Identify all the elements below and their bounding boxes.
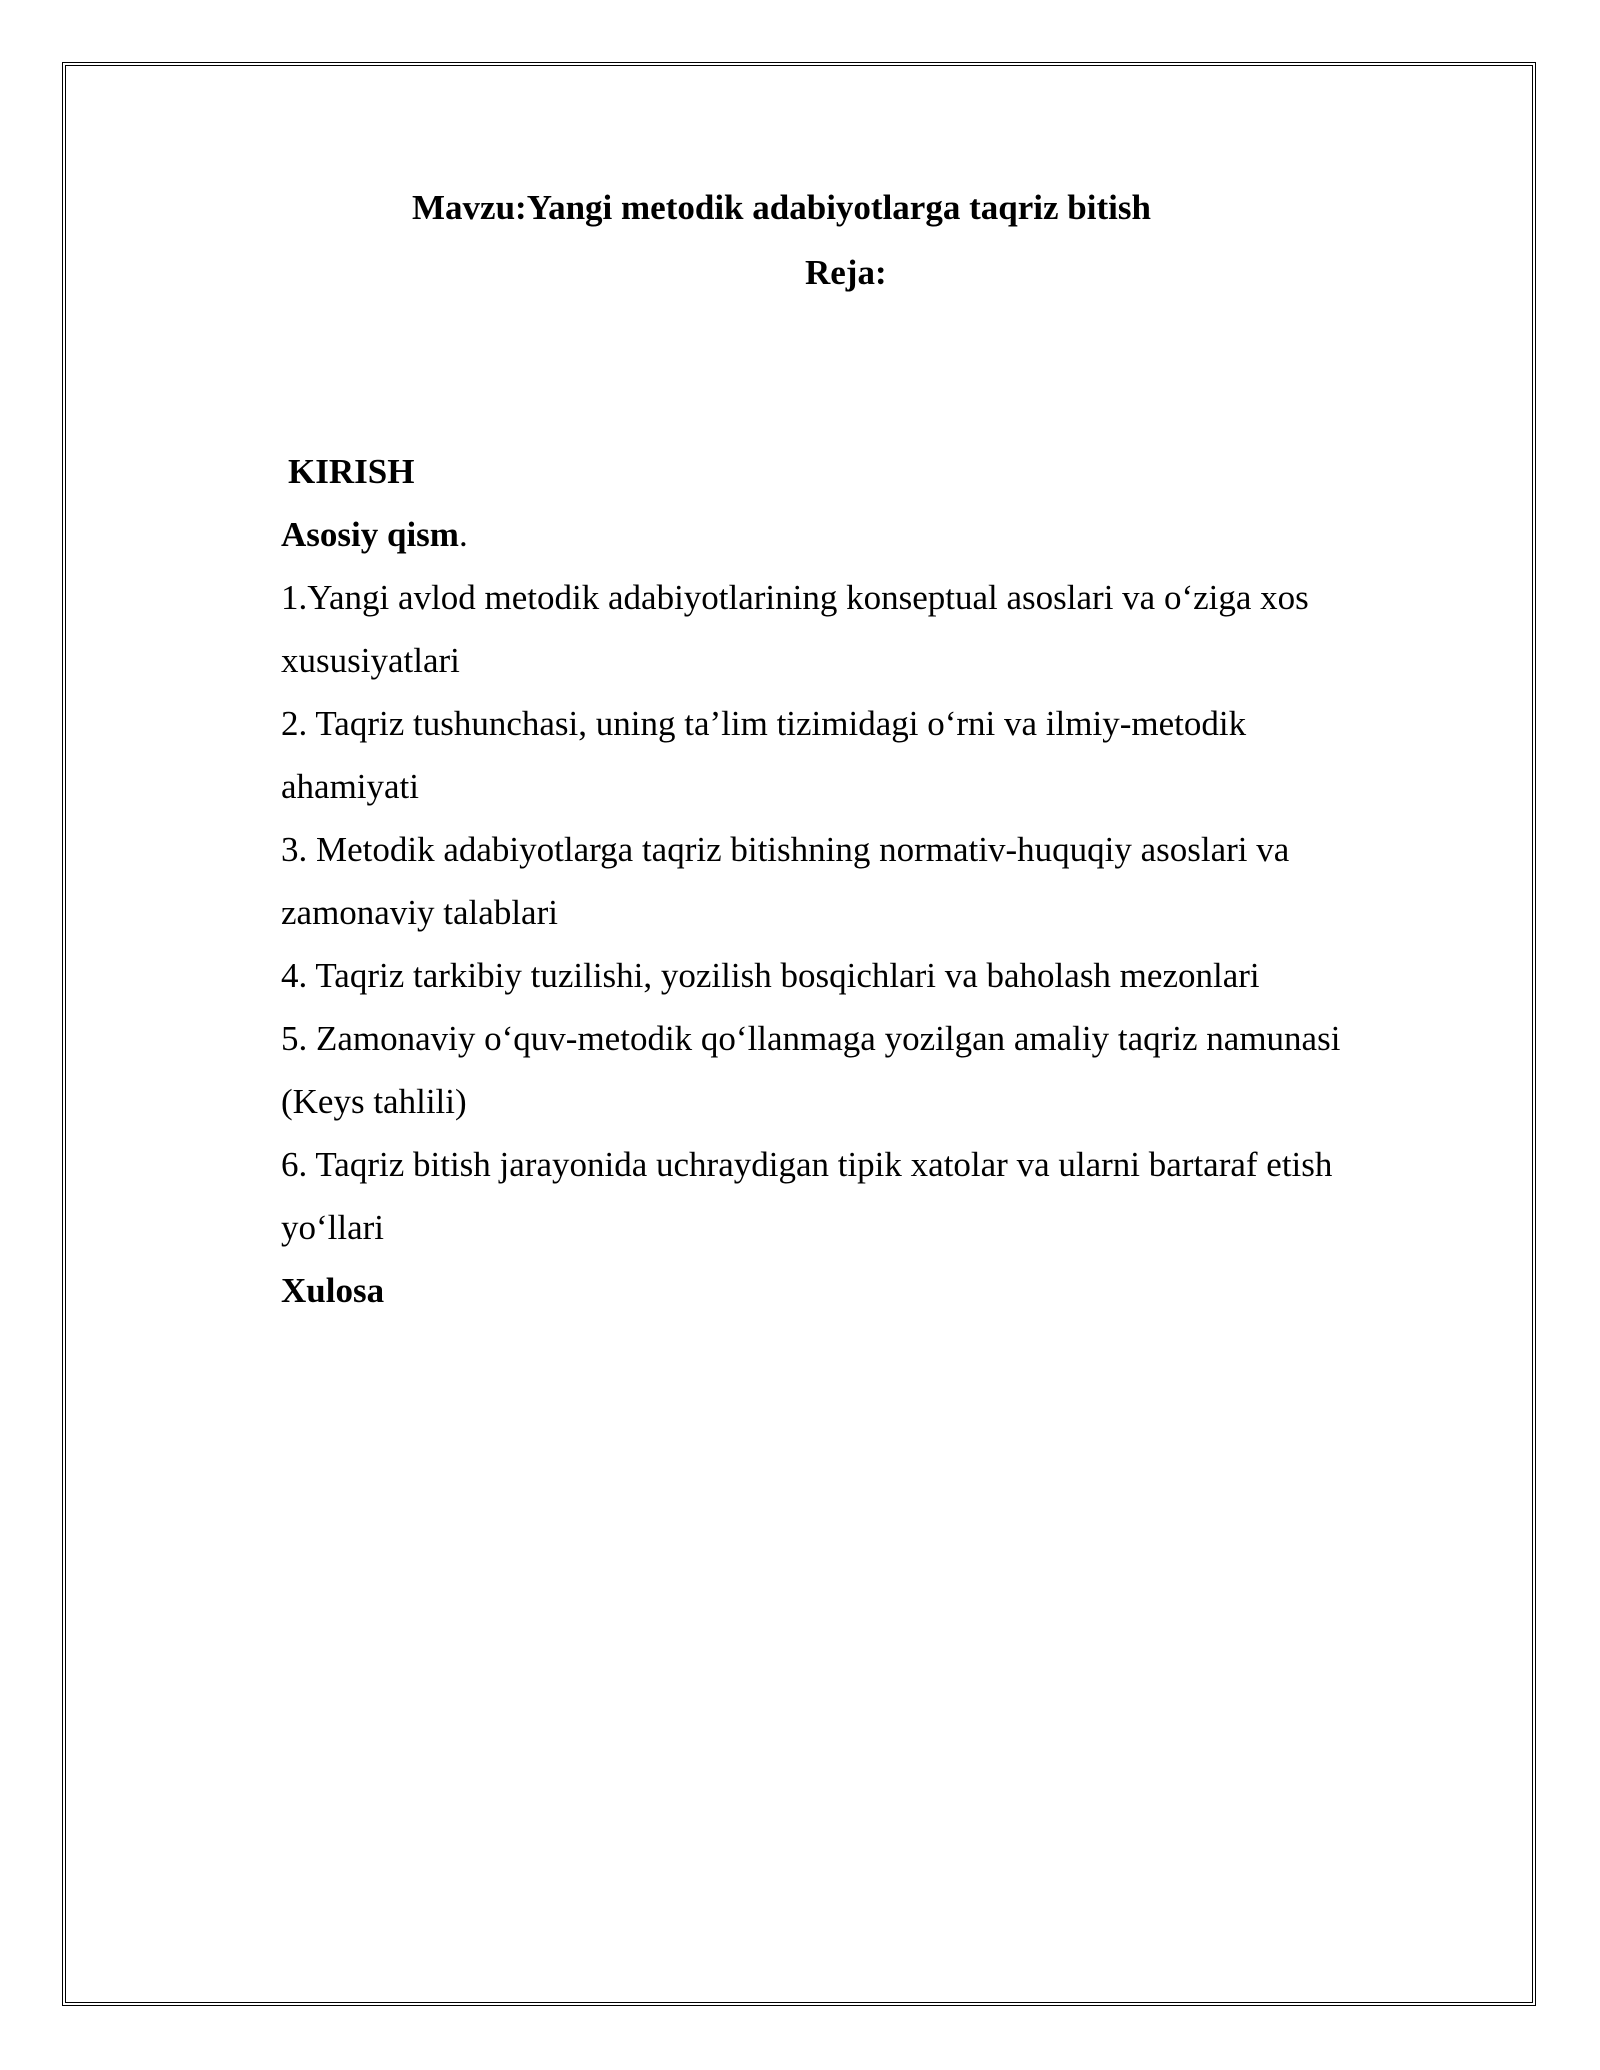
plan-item-1-line-2: xususiyatlari xyxy=(281,641,460,680)
plan-item-5-line-2: (Keys tahlili) xyxy=(281,1082,467,1121)
plan-item-2-line-1: 2. Taqriz tushunchasi, uning ta’lim tizimidagi o‘rni va ilmiy-metodik xyxy=(281,704,1247,743)
plan-item-6-line-2: yo‘llari xyxy=(281,1208,385,1247)
plan-item-3-line-2: zamonaviy talablari xyxy=(281,893,558,932)
plan-item-3-line-1: 3. Metodik adabiyotlarga taqriz bitishning normativ-huquqiy asoslari va xyxy=(281,830,1290,869)
plan-item-6-line-1: 6. Taqriz bitish jarayonida uchraydigan tipik xatolar va ularni bartaraf etish xyxy=(281,1145,1333,1184)
plan-content xyxy=(281,440,1421,1322)
document-title: Mavzu:Yangi metodik adabiyotlarga taqriz bitish xyxy=(412,188,1151,227)
intro-heading: KIRISH xyxy=(288,452,415,491)
main-part-dot: . xyxy=(458,515,468,554)
conclusion-heading: Xulosa xyxy=(281,1271,385,1310)
main-part-label: Asosiy qism xyxy=(281,515,459,554)
main-part-heading xyxy=(281,503,1421,566)
plan-item-4-line-1: 4. Taqriz tarkibiy tuzilishi, yozilish bosqichlari va baholash mezonlari xyxy=(281,956,1260,995)
plan-heading: Reja: xyxy=(805,253,887,292)
plan-item-5-line-1: 5. Zamonaviy o‘quv-metodik qo‘llanmaga yozilgan amaliy taqriz namunasi xyxy=(281,1019,1341,1058)
plan-item-1-line-1: 1.Yangi avlod metodik adabiyotlarining konseptual asoslari va o‘ziga xos xyxy=(281,578,1309,617)
plan-item-2-line-2: ahamiyati xyxy=(281,767,420,806)
